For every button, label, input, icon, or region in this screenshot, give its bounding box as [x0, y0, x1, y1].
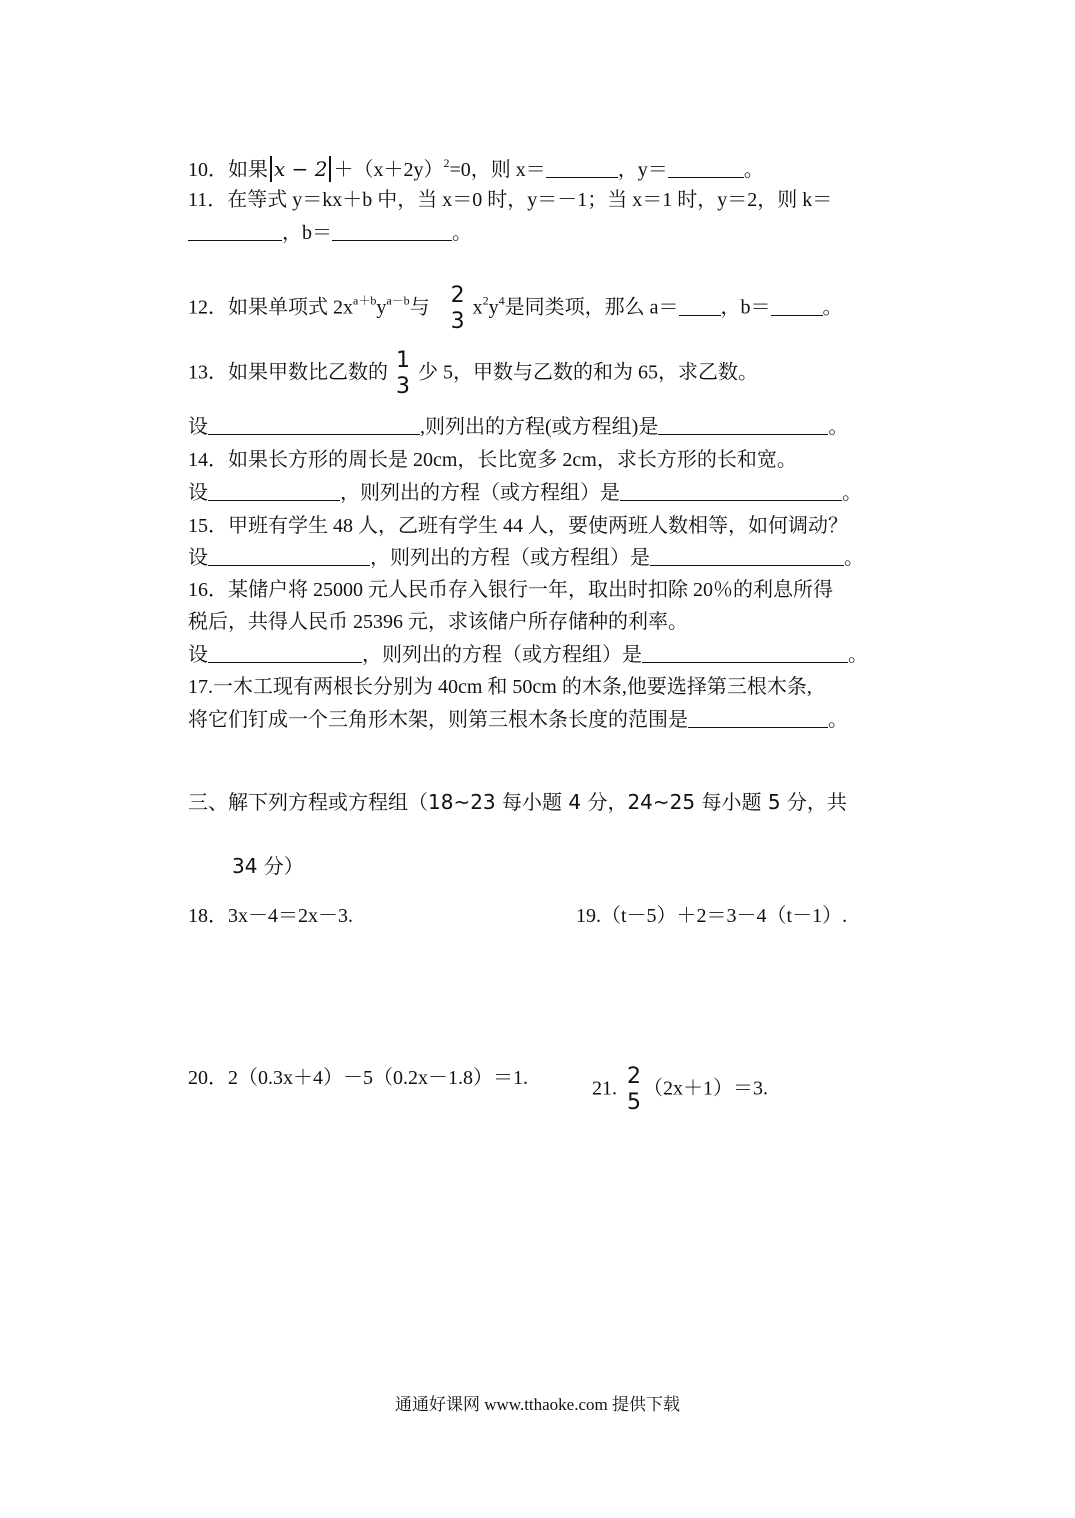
- abs-bar-left: [270, 156, 272, 182]
- answer-blank-y[interactable]: [668, 157, 744, 178]
- question-13: 13．如果甲数比乙数的 1 3 少 5，甲数与乙数的和为 65，求乙数。: [188, 348, 758, 399]
- question-21: 21. 2 5 （2x＋1）＝3.: [592, 1064, 768, 1115]
- answer-blank-let-13[interactable]: [208, 414, 420, 435]
- question-11: 11．在等式 y＝kx＋b 中，当 x＝0 时，y＝－1；当 x＝1 时，y＝2，则 k＝: [188, 189, 833, 211]
- question-17: 17.一木工现有两根长分别为 40cm 和 50cm 的木条,他要选择第三根木条,: [188, 676, 812, 698]
- answer-blank-a[interactable]: [679, 295, 721, 316]
- fraction-two-fifths: 2 5: [627, 1064, 641, 1115]
- question-16-setup: 设 ，则列出的方程（或方程组）是 。: [188, 644, 868, 666]
- question-15: 15．甲班有学生 48 人，乙班有学生 44 人，要使两班人数相等，如何调动？: [188, 515, 848, 537]
- question-14: 14．如果长方形的周长是 20cm，长比宽多 2cm，求长方形的长和宽。: [188, 449, 797, 471]
- section-3-heading-line2: 34 分）: [232, 854, 304, 878]
- fraction-two-thirds: 2 3: [450, 283, 465, 334]
- answer-blank-let-16[interactable]: [208, 642, 362, 663]
- answer-blank-eq-16[interactable]: [642, 642, 848, 663]
- answer-blank-eq-15[interactable]: [650, 545, 844, 566]
- question-16: 16．某储户将 25000 元人民币存入银行一年，取出时扣除 20％的利息所得: [188, 579, 833, 601]
- abs-bar-right: [329, 156, 331, 182]
- question-20: 20．2（0.3x＋4）－5（0.2x－1.8）＝1.: [188, 1067, 528, 1089]
- answer-blank-range-17[interactable]: [688, 707, 828, 728]
- answer-blank-b[interactable]: [332, 220, 452, 241]
- question-15-setup: 设 ，则列出的方程（或方程组）是 。: [188, 547, 864, 569]
- answer-blank-k[interactable]: [188, 220, 282, 241]
- answer-blank-b2[interactable]: [771, 295, 823, 316]
- answer-blank-eq-13[interactable]: [658, 414, 828, 435]
- section-3-heading: 三、解下列方程或方程组（18~23 每小题 4 分，24~25 每小题 5 分，共: [188, 790, 847, 814]
- question-14-setup: 设 ，则列出的方程（或方程组）是 。: [188, 482, 862, 504]
- question-19: 19.（t－5）＋2＝3－4（t－1）.: [576, 905, 848, 927]
- answer-blank-eq-14[interactable]: [620, 480, 842, 501]
- question-10: 10．如果 $x - 2 +(x+2y)^2=0$，则 x＝ ，y＝ 。: [188, 156, 764, 181]
- page-footer: 通通好课网 www.tthaoke.com 提供下载: [394, 1395, 681, 1414]
- fraction-one-third: 1 3: [396, 348, 410, 399]
- question-17-line2: 将它们钉成一个三角形木架，则第三根木条长度的范围是 。: [188, 709, 848, 731]
- abs-content: x − 2: [274, 157, 328, 181]
- question-18: 18．3x－4＝2x－3.: [188, 905, 353, 927]
- question-16-line2: 税后，共得人民币 25396 元，求该储户所存储种的利率。: [188, 611, 688, 633]
- answer-blank-x[interactable]: [546, 157, 618, 178]
- answer-blank-let-14[interactable]: [208, 480, 340, 501]
- question-11-line2: ，b＝ 。: [188, 219, 472, 247]
- question-13-setup: 设 ,则列出的方程(或方程组)是 。: [188, 416, 849, 438]
- question-12: 12．如果单项式 $2x^{a+b}y^{a-b}$与 2 3 $x^2y^4$是同类项，那么 a＝ ，b＝ 。: [188, 283, 843, 334]
- answer-blank-let-15[interactable]: [208, 545, 370, 566]
